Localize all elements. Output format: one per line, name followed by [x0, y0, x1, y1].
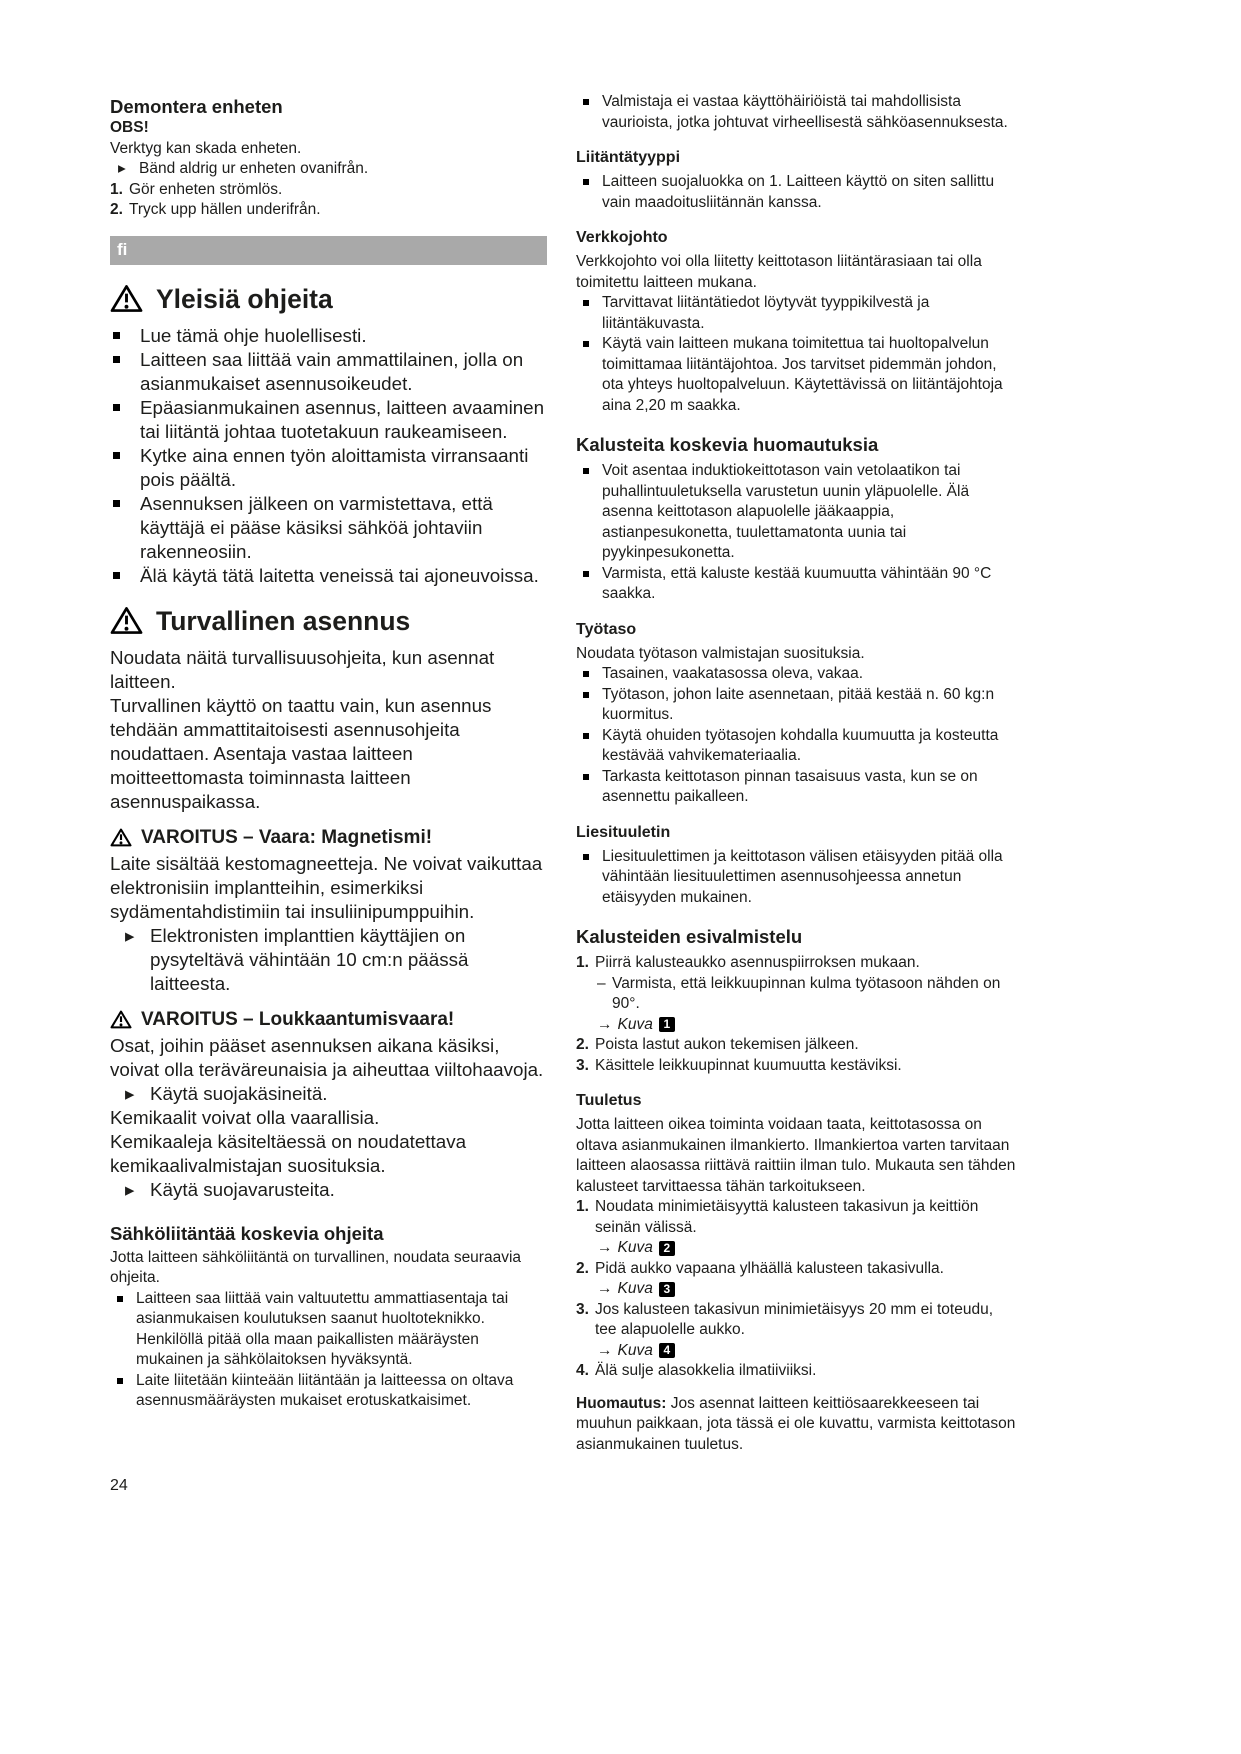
bullet-square-icon	[583, 179, 589, 185]
step-text: Tryck upp hällen underifrån.	[129, 201, 321, 218]
bullet-square-icon	[583, 300, 589, 306]
bullet-square-icon	[583, 468, 589, 474]
bullet-square-icon	[113, 572, 120, 579]
figure-label: Kuva	[617, 1015, 653, 1033]
left-column	[110, 95, 547, 1412]
section-title-demontera: Demontera enheten	[110, 96, 283, 117]
list-item: Älä käytä tätä laitetta veneissä tai ajoneuvoissa.	[110, 564, 547, 588]
paragraph: Kemikaalit voivat olla vaarallisia.	[110, 1106, 380, 1128]
paragraph: Jotta laitteen oikea toiminta voidaan taata, keittotasossa on oltava asianmukainen ilmankierto. Ilmankiertoa varten tarvitaan laitteen alaosassa riittävä raittiin ilman tulo. Mukauta sen tähden kalusteet tarvittaessa tähän tarkoitukseen.	[576, 1116, 1016, 1195]
list-item: Työtason, johon laite asennetaan, pitää kestää n. 60 kg:n kuormitus.	[576, 685, 1017, 726]
step-number: 2.	[576, 1259, 589, 1277]
section-title-text: Yleisiä ohjeita	[156, 283, 333, 314]
step-number: 2.	[110, 201, 123, 218]
step-text: Noudata minimietäisyyttä kalusteen takasivun ja keittiön seinän välissä.	[595, 1198, 979, 1236]
warning-icon	[110, 1010, 132, 1029]
warning-icon	[110, 828, 132, 847]
figure-number-badge: 3	[659, 1282, 675, 1297]
action-item: ▸ Käytä suojakäsineitä.	[125, 1082, 328, 1104]
bullet-square-icon	[117, 1296, 123, 1302]
step-text: Piirrä kalusteaukko asennuspiirroksen mukaan.	[595, 954, 920, 971]
step-number: 1.	[576, 954, 589, 971]
numbered-step	[576, 953, 1017, 974]
triangle-bullet-icon: ▸	[118, 160, 126, 177]
bullet-square-icon	[113, 452, 120, 459]
action-item: ▸ Elektronisten implanttien käyttäjien on pysyteltävä vähintään 10 cm:n päässä laitteesta.	[125, 924, 469, 994]
section-heading-worktop: Työtaso	[576, 620, 637, 638]
step-text: Käsittele leikkuupinnat kuumuutta kestäviksi.	[595, 1056, 902, 1074]
step-text: Älä sulje alasokkelia ilmatiiviiksi.	[595, 1362, 817, 1379]
list-item: Käytä vain laitteen mukana toimitettua tai huoltopalvelun toimittamaa liitäntäjohtoa. Jos tarvitset pidemmän johdon, ota yhteys huoltopalveluun. Käytettävissä on liitäntäjohtoja aina 2,20 m saakka.	[576, 334, 1017, 416]
note-paragraph	[576, 1394, 1017, 1456]
list-item: Laitteen saa liittää vain valtuutettu ammattiasentaja tai asianmukaisen koulutuksen saanut huoltoteknikko. Henkilöllä pitää olla maan paikallisten määräysten mukainen ja sähkölaitoksen hyväksyntä.	[110, 1289, 547, 1371]
note-label: Huomautus:	[576, 1394, 667, 1412]
list-item: Laitteen saa liittää vain ammattilainen, jolla on asianmukaiset asennusoikeudet.	[110, 348, 547, 396]
note-text: Jos asennat laitteen keittiösaarekkeeseen tai muuhun paikkaan, jota tässä ei ole kuvattu, varmista keittotason asianmukainen tuuletus.	[576, 1394, 1016, 1453]
right-column	[576, 92, 1017, 1455]
numbered-step	[576, 1035, 1017, 1056]
section-heading-safe-installation	[110, 605, 547, 637]
section-heading-extractor-hood: Liesituuletin	[576, 823, 671, 841]
warning-icon	[110, 284, 143, 313]
list-item: Kytke aina ennen työn aloittamista virransaanti pois päältä.	[110, 444, 547, 492]
paragraph: Noudata työtason valmistajan suosituksia.	[576, 644, 865, 662]
numbered-step	[110, 200, 547, 221]
arrow-right-icon: →	[597, 1015, 613, 1033]
list-item: Liesituulettimen ja keittotason välisen etäisyyden pitää olla vähintään liesituulettimen asennusohjeessa annetun etäisyyden mukainen.	[576, 847, 1017, 909]
figure-reference	[597, 1238, 1017, 1259]
numbered-step	[110, 180, 547, 201]
section-heading-furniture-notes: Kalusteita koskevia huomautuksia	[576, 434, 879, 455]
paragraph: Noudata näitä turvallisuusohjeita, kun asennat laitteen.	[110, 646, 495, 692]
language-code: fi	[117, 240, 128, 259]
section-heading-general-notes	[110, 283, 547, 315]
language-marker-bar	[110, 236, 547, 265]
warning-title-text: VAROITUS – Loukkaantumisvaara!	[141, 1008, 455, 1030]
numbered-step	[576, 1259, 1017, 1280]
figure-number-badge: 1	[659, 1017, 675, 1032]
section-heading-power-cord: Verkkojohto	[576, 229, 668, 246]
paragraph: Laite sisältää kestomagneetteja. Ne voivat vaikuttaa elektronisiin implantteihin, esimerkiksi sydämentahdistimiin tai insuliinipumppuihin.	[110, 852, 543, 922]
numbered-step	[576, 1197, 1017, 1238]
paragraph: Jotta laitteen sähköliitäntä on turvallinen, noudata seuraavia ohjeita.	[110, 1248, 522, 1286]
list-item: Tasainen, vaakatasossa oleva, vakaa.	[576, 664, 1017, 685]
warning-heading-injury	[110, 1008, 547, 1032]
step-number: 3.	[576, 1056, 589, 1074]
bullet-square-icon	[113, 500, 120, 507]
warning-heading-magnetism	[110, 826, 547, 850]
triangle-bullet-icon: ▸	[125, 1178, 135, 1200]
page-number: 24	[110, 1477, 128, 1494]
warning-icon	[110, 606, 143, 635]
list-item: Voit asentaa induktiokeittotason vain vetolaatikon tai puhallintuuletuksella varustetun uunin yläpuolelle. Älä asenna keittotason alapuolelle jääkaappia, astianpesukonetta, tuulettamatonta uunia tai pyykinpesukonetta.	[576, 461, 1017, 564]
bullet-square-icon	[583, 733, 589, 739]
sub-list-item: – Varmista, että leikkuupinnan kulma työtasoon nähden on 90°.	[597, 974, 1001, 1012]
step-number: 1.	[110, 180, 123, 198]
bullet-square-icon	[583, 671, 589, 677]
list-item: Laite liitetään kiinteään liitäntään ja laitteessa on oltava asennusmääräysten mukaiset erotuskatkaisimet.	[110, 1371, 547, 1412]
action-item	[110, 159, 547, 180]
paragraph: Verktyg kan skada enheten.	[110, 139, 302, 157]
figure-reference	[597, 1341, 1017, 1362]
section-heading-electrical: Sähköliitäntää koskevia ohjeita	[110, 1222, 384, 1244]
obs-label: OBS!	[110, 119, 149, 136]
arrow-right-icon: →	[597, 1280, 613, 1297]
bullet-square-icon	[117, 1378, 123, 1384]
numbered-step	[576, 1361, 1017, 1382]
bullet-square-icon	[583, 571, 589, 577]
paragraph: Osat, joihin pääset asennuksen aikana käsiksi, voivat olla teräväreunaisia ja aiheuttaa viiltohaavoja.	[110, 1034, 544, 1080]
section-heading-connection-type: Liitäntätyyppi	[576, 149, 681, 166]
figure-label: Kuva	[617, 1280, 653, 1297]
arrow-right-icon: →	[597, 1341, 613, 1359]
figure-label: Kuva	[617, 1239, 653, 1256]
triangle-bullet-icon: ▸	[125, 1082, 135, 1104]
list-item: Valmistaja ei vastaa käyttöhäiriöistä tai mahdollisista vaurioista, jotka johtuvat virheellisestä sähköasennuksesta.	[576, 92, 1017, 133]
list-item: Epäasianmukainen asennus, laitteen avaaminen tai liitäntä johtaa tuotetakuun raukeamiseen.	[110, 396, 547, 444]
action-item-text: Bänd aldrig ur enheten ovanifrån.	[139, 160, 369, 177]
numbered-step	[576, 1300, 1017, 1341]
bullet-square-icon	[583, 341, 589, 347]
list-item: Varmista, että kaluste kestää kuumuutta vähintään 90 °C saakka.	[576, 564, 1017, 605]
list-item: Käytä ohuiden työtasojen kohdalla kuumuutta ja kosteutta kestävää vahvikemateriaalia.	[576, 726, 1017, 767]
list-item: Tarkasta keittotason pinnan tasaisuus vasta, kun se on asennettu paikalleen.	[576, 767, 1017, 808]
step-number: 1.	[576, 1198, 589, 1215]
step-text: Pidä aukko vapaana ylhäällä kalusteen takasivulla.	[595, 1259, 944, 1277]
step-number: 4.	[576, 1362, 589, 1379]
list-item: Laitteen suojaluokka on 1. Laitteen käyttö on siten sallittu vain maadoitusliitännän kanssa.	[576, 172, 1017, 213]
figure-label: Kuva	[617, 1341, 653, 1359]
bullet-square-icon	[583, 99, 589, 105]
action-item: ▸ Käytä suojavarusteita.	[125, 1178, 335, 1200]
figure-number-badge: 2	[659, 1241, 675, 1256]
bullet-square-icon	[113, 404, 120, 411]
step-number: 2.	[576, 1036, 589, 1053]
step-number: 3.	[576, 1300, 589, 1318]
warning-title-text: VAROITUS – Vaara: Magnetismi!	[141, 826, 433, 848]
section-heading-furniture-preparation: Kalusteiden esivalmistelu	[576, 926, 803, 947]
bullet-square-icon	[583, 774, 589, 780]
bullet-square-icon	[113, 332, 120, 339]
section-heading-ventilation: Tuuletus	[576, 1092, 642, 1109]
numbered-step	[576, 1056, 1017, 1077]
figure-reference	[597, 1279, 1017, 1300]
figure-number-badge: 4	[659, 1343, 675, 1358]
arrow-right-icon: →	[597, 1239, 613, 1256]
paragraph: Kemikaaleja käsiteltäessä on noudatettava kemikaalivalmistajan suosituksia.	[110, 1130, 467, 1176]
step-text: Poista lastut aukon tekemisen jälkeen.	[595, 1036, 859, 1053]
paragraph: Turvallinen käyttö on taattu vain, kun asennus tehdään ammattitaitoisesti asennusohjeita noudattaen. Asentaja vastaa laitteen moitteettomasta toiminnasta laitteen asennuspaikassa.	[110, 694, 492, 812]
step-text: Gör enheten strömlös.	[129, 180, 283, 198]
figure-reference	[597, 1015, 1017, 1036]
section-title-text: Turvallinen asennus	[156, 605, 411, 636]
list-item: Tarvittavat liitäntätiedot löytyvät tyyppikilvestä ja liitäntäkuvasta.	[576, 293, 1017, 334]
list-item: Asennuksen jälkeen on varmistettava, että käyttäjä ei pääse käsiksi sähköä johtaviin rakenneosiin.	[110, 492, 547, 564]
step-text: Jos kalusteen takasivun minimietäisyys 20 mm ei toteudu, tee alapuolelle aukko.	[595, 1300, 994, 1338]
bullet-square-icon	[583, 854, 589, 860]
bullet-square-icon	[583, 692, 589, 698]
triangle-bullet-icon: ▸	[125, 924, 135, 946]
list-item: Lue tämä ohje huolellisesti.	[110, 324, 547, 348]
paragraph: Verkkojohto voi olla liitetty keittotason liitäntärasiaan tai olla toimitettu laitteen mukana.	[576, 253, 982, 291]
bullet-square-icon	[113, 356, 120, 363]
dash-bullet-icon: –	[597, 974, 606, 992]
